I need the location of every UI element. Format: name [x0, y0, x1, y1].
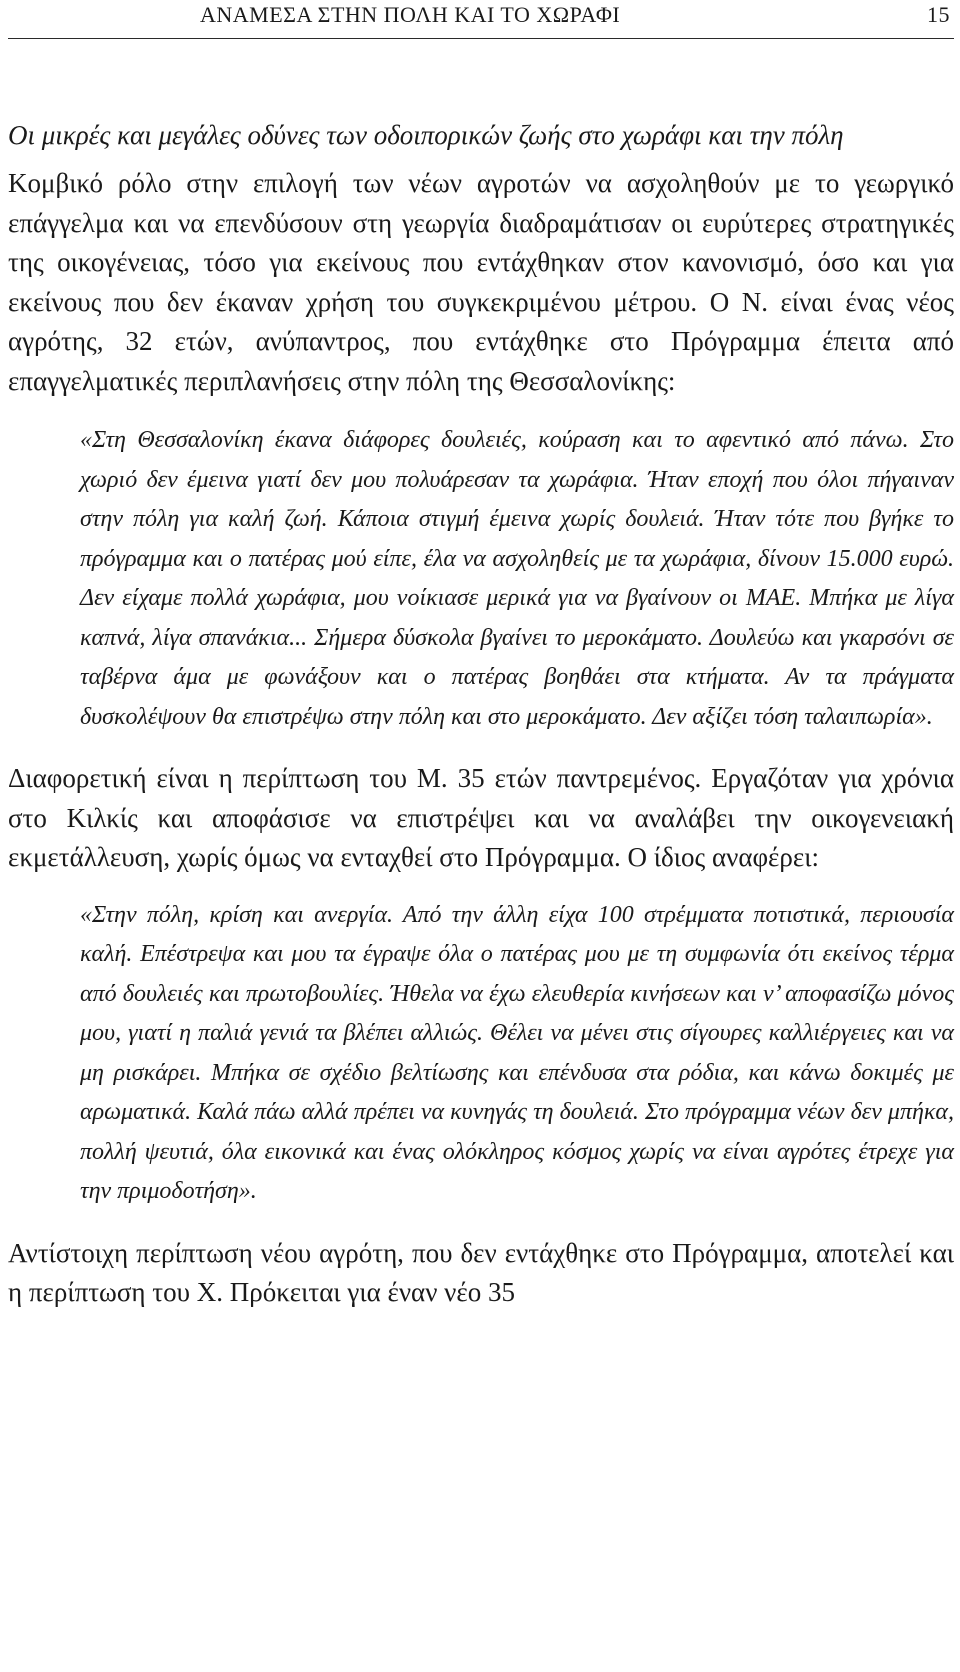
- running-header-title: ΑΝΑΜΕΣΑ ΣΤΗΝ ΠΟΛΗ ΚΑΙ ΤΟ ΧΩΡΑΦΙ: [200, 2, 621, 27]
- page-number: 15: [927, 2, 950, 27]
- paragraph-case-m: Διαφορετική είναι η περίπτωση του Μ. 35 ετών παντρεμένος. Εργαζόταν για χρόνια στο Κιλκίς και αποφάσισε να επιστρέψει και να αναλάβει την οικογενειακή εκμετάλλευση, χωρίς όμως να ενταχθεί στο Πρόγραμμα. Ο ίδιος αναφέρει:: [8, 763, 954, 872]
- book-page: [8, 0, 954, 1313]
- paragraph-intro: Κομβικό ρόλο στην επιλογή των νέων αγροτών να ασχοληθούν με το γεωργικό επάγγελμα και να επενδύσουν στη γεωργία διαδραμάτισαν οι ευρύτερες στρατηγικές της οικογένειας, τόσο για εκείνους που εντάχθηκαν στον κανονισμό, όσο και για εκείνους που δεν έκαναν χρήση του συγκεκριμένου μέτρου. Ο Ν. είναι ένας νέος αγρότης, 32 ετών, ανύπαντρος, που εντάχθηκε στο Πρόγραμμα έπειτα από επαγγελματικές περιπλανήσεις στην πόλη της Θεσσαλονίκης:: [8, 168, 954, 396]
- paragraph-case-x: Αντίστοιχη περίπτωση νέου αγρότη, που δεν εντάχθηκε στο Πρόγραμμα, αποτελεί και η περίπτωση του Χ. Πρόκειται για έναν νέο 35: [8, 1237, 954, 1307]
- quote-interview-n: «Στη Θεσσαλονίκη έκανα διάφορες δουλειές, κούραση και το αφεντικό από πάνω. Στο χωριό δεν έμεινα γιατί δεν μου πολυάρεσαν τα χωράφια. Ήταν εποχή που όλοι πήγαιναν στην πόλη για καλή ζωή. Κάποια στιγμή έμεινα χωρίς δουλειά. Ήταν τότε που βγήκε το πρόγραμμα και ο πατέρας μού είπε, έλα να ασχοληθείς με τα χωράφια, δίνουν 15.000 ευρώ. Δεν είχαμε πολλά χωράφια, μου νοίκιασε μερικά για να βγαίνουν οι ΜΑΕ. Μπήκα με λίγα καπνά, λίγα σπανάκια... Σήμερα δύσκολα βγαίνει το μεροκάματο. Δουλεύω και γκαρσόνι σε ταβέρνα άμα με φωνάξουν και ο πατέρας βοηθάει στα κτήματα. Αν τα πράγματα δυσκολέψουν θα επιστρέψω στην πόλη και στο μεροκάματο. Δεν αξίζει τόση ταλαιπωρία».: [80, 427, 954, 730]
- quote-interview-m: «Στην πόλη, κρίση και ανεργία. Από την άλλη είχα 100 στρέμματα ποτιστικά, περιουσία καλή. Επέστρεψα και μου τα έγραψε όλα ο πατέρας μου με τη συμφωνία ότι εκείνος τέρμα από δουλειές και πρωτοβουλίες. Ήθελα να έχω ελευθερία κινήσεων και ν’ αποφασίζω μόνος μου, γιατί η παλιά γενιά τα βλέπει αλλιώς. Θέλει να μένει στις σίγουρες καλλιέργειες και να μη ρισκάρει. Μπήκα σε σχέδιο βελτίωσης και επένδυσα στα ρόδια, και κάνω δοκιμές με αρωματικά. Καλά πάω αλλά πρέπει να κυνηγάς τη δουλειά. Στο πρόγραμμα νέων δεν μπήκα, πολλή ψευτιά, όλα εικονικά και ένας ολόκληρος κόσμος χωρίς να είναι αγρότες έτρεχε για την πριμοδοτήση».: [80, 901, 954, 1204]
- running-header: [8, 0, 954, 39]
- section-title: Οι μικρές και μεγάλες οδύνες των οδοιπορικών ζωής στο χωράφι και την πόλη: [8, 120, 844, 150]
